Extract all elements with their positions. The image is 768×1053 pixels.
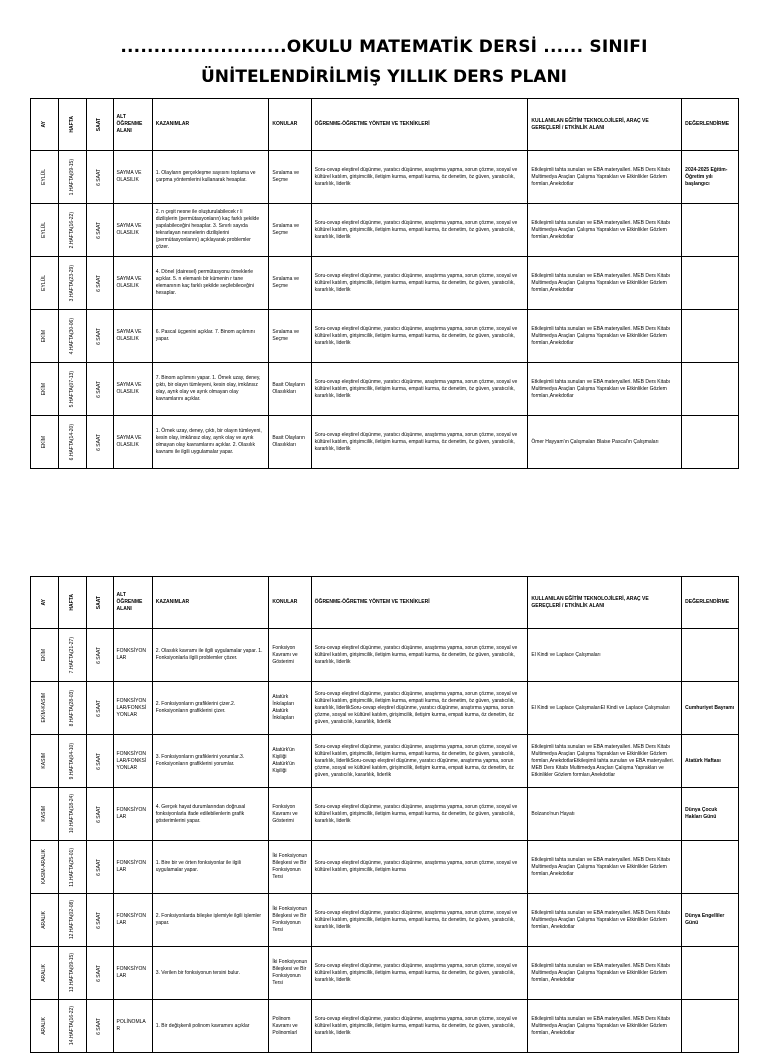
month-cell: EKİM [40, 329, 47, 343]
week-cell: 14.HAFTA(16-22) [68, 1006, 75, 1046]
hours-cell: 6 SAAT [96, 752, 103, 770]
tools-cell: Etkileşimli tahta sunuları ve EBA materyalleri. MEB Ders Kitabı Multimedya Araçları Çalışma Yaprakları ve Etkinlikler Gözlem formları,Anekdotlar [528, 363, 682, 416]
week-cell: 13.HAFTA(09-15) [68, 953, 75, 993]
methods-cell: Soru-cevap eleştirel düşünme, yaratıcı düşünme, araştırma yapma, sorun çözme, sosyal ve kültürel katılım, girişimcilik, iletişim kurma, empati kurma, öz denetim, öz güven, yaratıcılık, kararlılık, liderlik [311, 1000, 528, 1053]
tools-cell: El Kindi ve Laplace ÇalışmalarıEl Kindi ve Laplace Çalışmaları [528, 682, 682, 735]
sub-learning-area-cell: SAYMA VE OLASILIK [113, 416, 152, 469]
evaluation-cell: Atatürk Haftası [682, 735, 739, 788]
topics-cell: Sıralama ve Seçme [269, 310, 311, 363]
week-cell: 6.HAFTA(14-20) [68, 423, 75, 461]
evaluation-cell [682, 310, 739, 363]
header-hafta: HAFTA [68, 116, 75, 133]
outcomes-cell: 1. Bir değişkenli polinom kavramını açıklar [152, 1000, 269, 1053]
evaluation-cell: 2024-2025 Eğitim-Öğretim yılı başlangıcı [682, 151, 739, 204]
sub-learning-area-cell: FONKSİYONLAR [113, 629, 152, 682]
table-row [31, 682, 739, 735]
plan-table-2 [30, 576, 739, 1053]
week-cell: 8.HAFTA(28-03) [68, 689, 75, 727]
table-row [31, 947, 739, 1000]
table-row [31, 310, 739, 363]
methods-cell: Soru-cevap eleştirel düşünme, yaratıcı düşünme, araştırma yapma, sorun çözme, sosyal ve kültürel katılım, girişimcilik, iletişim kurma, empati kurma, öz denetim, öz güven, yaratıcılık, kararlılık, liderlikSoru-cevap eleştirel düşünme, yaratıcı düşünme, araştırma yapma, sorun çözme, sosyal ve kültürel katılım, girişimcilik, iletişim kurma, empati kurma, öz denetim, öz güven, yaratıcılık, kararlılık, liderlik [311, 682, 528, 735]
week-cell: 10.HAFTA(18-24) [68, 794, 75, 834]
hours-cell: 6 SAAT [96, 1017, 103, 1035]
outcomes-cell: 7. Binom açılımını yapar. 1. Örnek uzay, deney, çıktı, bir olayın tümleyeni, kesin olay, imkânsız olay, ayrık olay ve ayrık olmayan olay kavramlarını açıklar. [152, 363, 269, 416]
header-saat: SAAT [96, 117, 103, 132]
month-cell: EKİM-KASIM [40, 693, 47, 723]
month-cell: ARALIK [40, 911, 47, 929]
table-header-row [31, 577, 739, 629]
methods-cell: Soru-cevap eleştirel düşünme, yaratıcı düşünme, araştırma yapma, sorun çözme, sosyal ve kültürel katılım, girişimcilik, iletişim kurma [311, 841, 528, 894]
header-arac: KULLANILAN EĞİTİM TEKNOLOJİLERİ, ARAÇ VE GEREÇLERİ / ETKİNLİK ALANI [528, 577, 682, 629]
methods-cell: Soru-cevap eleştirel düşünme, yaratıcı düşünme, araştırma yapma, sorun çözme, sosyal ve kültürel katılım, girişimcilik, iletişim kurma, empati kurma, öz denetim, öz güven, yaratıcılık, kararlılık, liderlik [311, 257, 528, 310]
topics-cell: Basit Olayların Olasılıkları [269, 416, 311, 469]
hours-cell: 6 SAAT [96, 911, 103, 929]
tools-cell: Ömer Hayyam'ın Çalışmaları Blaise Pascal'ın Çalışmaları [528, 416, 682, 469]
outcomes-cell: 2. Fonksiyonların grafiklerini çizer.2. Fonksiyonların grafiklerini çizer. [152, 682, 269, 735]
topics-cell: Fonksiyon Kavramı ve Gösterimi [269, 629, 311, 682]
methods-cell: Soru-cevap eleştirel düşünme, yaratıcı düşünme, araştırma yapma, sorun çözme, sosyal ve kültürel katılım, girişimcilik, iletişim kurma, empati kurma, öz denetim, öz güven, yaratıcılık, kararlılık, liderlik [311, 788, 528, 841]
month-cell: EKİM [40, 648, 47, 662]
table-row [31, 416, 739, 469]
table-row [31, 894, 739, 947]
month-cell: KASIM [40, 806, 47, 822]
week-cell: 3.HAFTA(23-29) [68, 264, 75, 302]
hours-cell: 6 SAAT [96, 380, 103, 398]
header-alt-ogrenme-alani: ALT ÖĞRENME ALANI [113, 99, 152, 151]
week-cell: 4.HAFTA(30-06) [68, 317, 75, 355]
month-cell: EYLÜL [40, 275, 47, 291]
hours-cell: 6 SAAT [96, 433, 103, 451]
topics-cell: İki Fonksiyonun Bileşkesi ve Bir Fonksiyonun Tersi [269, 894, 311, 947]
evaluation-cell: Dünya Engelliler Günü [682, 894, 739, 947]
month-cell: EKİM [40, 382, 47, 396]
sub-learning-area-cell: SAYMA VE OLASILIK [113, 257, 152, 310]
hours-cell: 6 SAAT [96, 327, 103, 345]
table-row [31, 151, 739, 204]
sub-learning-area-cell: SAYMA VE OLASILIK [113, 310, 152, 363]
outcomes-cell: 1. Bire bir ve örten fonksiyonlar ile ilgili uygulamalar yapar. [152, 841, 269, 894]
topics-cell: İki Fonksiyonun Bileşkesi ve Bir Fonksiyonun Tersi [269, 841, 311, 894]
methods-cell: Soru-cevap eleştirel düşünme, yaratıcı düşünme, araştırma yapma, sorun çözme, sosyal ve kültürel katılım, girişimcilik, iletişim kurma, empati kurma, öz denetim, öz güven, yaratıcılık, kararlılık, liderlik [311, 416, 528, 469]
document-subtitle: ÜNİTELENDİRİLMİŞ YILLIK DERS PLANI [200, 67, 568, 87]
sub-learning-area-cell: SAYMA VE OLASILIK [113, 363, 152, 416]
week-cell: 2.HAFTA(16-22) [68, 211, 75, 249]
hours-cell: 6 SAAT [96, 858, 103, 876]
header-kazanimlar: KAZANIMLAR [152, 99, 269, 151]
week-cell: 5.HAFTA(07-13) [68, 370, 75, 408]
header-alt-ogrenme-alani: ALT ÖĞRENME ALANI [113, 577, 152, 629]
table-row [31, 204, 739, 257]
sub-learning-area-cell: FONKSİYONLAR/FONKSİYONLAR [113, 735, 152, 788]
sub-learning-area-cell: FONKSİYONLAR/FONKSİYONLAR [113, 682, 152, 735]
sub-learning-area-cell: POLİNOMLAR [113, 1000, 152, 1053]
evaluation-cell [682, 1000, 739, 1053]
evaluation-cell [682, 947, 739, 1000]
methods-cell: Soru-cevap eleştirel düşünme, yaratıcı düşünme, araştırma yapma, sorun çözme, sosyal ve kültürel katılım, girişimcilik, iletişim kurma, empati kurma, öz denetim, öz güven, yaratıcılık, kararlılık, liderlik [311, 629, 528, 682]
tools-cell: Etkileşimli tahta sunuları ve EBA materyalleri. MEB Ders Kitabı Multimedya Araçları Çalışma Yaprakları ve Etkinlikler Gözlem formları, Anekdotlar [528, 894, 682, 947]
header-yontem: ÖĞRENME-ÖĞRETME YÖNTEM VE TEKNİKLERİ [311, 99, 528, 151]
document-title: .........................OKULU MATEMATİK DERSİ ...... SINIFI [120, 37, 648, 57]
topics-cell: Sıralama ve Seçme [269, 151, 311, 204]
week-cell: 9.HAFTA(04-10) [68, 742, 75, 780]
evaluation-cell: Cumhuriyet Bayramı [682, 682, 739, 735]
sub-learning-area-cell: FONKSİYONLAR [113, 841, 152, 894]
methods-cell: Soru-cevap eleştirel düşünme, yaratıcı düşünme, araştırma yapma, sorun çözme, sosyal ve kültürel katılım, girişimcilik, iletişim kurma, empati kurma, öz denetim, öz güven, yaratıcılık, kararlılık, liderlik [311, 947, 528, 1000]
topics-cell: Sıralama ve Seçme [269, 257, 311, 310]
topics-cell: Polinom Kavramı ve Polinomlarl [269, 1000, 311, 1053]
table-row [31, 257, 739, 310]
week-cell: 7.HAFTA(21-27) [68, 636, 75, 674]
tools-cell: Bolzano'nun Hayatı [528, 788, 682, 841]
header-arac: KULLANILAN EĞİTİM TEKNOLOJİLERİ, ARAÇ VE GEREÇLERİ / ETKİNLİK ALANI [528, 99, 682, 151]
outcomes-cell: 3. Verilen bir fonksiyonun tersini bulur. [152, 947, 269, 1000]
sub-learning-area-cell: FONKSİYONLAR [113, 947, 152, 1000]
hours-cell: 6 SAAT [96, 805, 103, 823]
outcomes-cell: 6. Pascal üçgenini açıklar. 7. Binom açılımını yapar. [152, 310, 269, 363]
table-row [31, 841, 739, 894]
methods-cell: Soru-cevap eleştirel düşünme, yaratıcı düşünme, araştırma yapma, sorun çözme, sosyal ve kültürel katılım, girişimcilik, iletişim kurma, empati kurma, öz denetim, öz güven, yaratıcılık, kararlılık, liderlik [311, 363, 528, 416]
topics-cell: Basit Olayların Olasılıkları [269, 363, 311, 416]
tools-cell: Etkileşimli tahta sunuları ve EBA materyalleri. MEB Ders Kitabı Multimedya Araçları Çalışma Yaprakları ve Etkinlikler Gözlem formları, Anekdotlar [528, 1000, 682, 1053]
hours-cell: 6 SAAT [96, 221, 103, 239]
evaluation-cell [682, 257, 739, 310]
header-hafta: HAFTA [68, 594, 75, 611]
week-cell: 1.HAFTA(09-15) [68, 158, 75, 196]
header-ay: AY [40, 121, 47, 128]
topics-cell: Fonksiyon Kavramı ve Gösterimi [269, 788, 311, 841]
header-degerlendirme: DEĞERLENDİRME [682, 99, 739, 151]
topics-cell: Sıralama ve Seçme [269, 204, 311, 257]
methods-cell: Soru-cevap eleştirel düşünme, yaratıcı düşünme, araştırma yapma, sorun çözme, sosyal ve kültürel katılım, girişimcilik, iletişim kurma, empati kurma, öz denetim, öz güven, yaratıcılık, kararlılık, liderlik [311, 204, 528, 257]
topics-cell: Atatürk İnkılapları Atatürk İnkılapları [269, 682, 311, 735]
tools-cell: Etkileşimli tahta sunuları ve EBA materyalleri. MEB Ders Kitabı Multimedya Araçları Çalışma Yaprakları ve Etkinlikler Gözlem formları,Anekdotlar [528, 151, 682, 204]
methods-cell: Soru-cevap eleştirel düşünme, yaratıcı düşünme, araştırma yapma, sorun çözme, sosyal ve kültürel katılım, girişimcilik, iletişim kurma, empati kurma, öz denetim, öz güven, yaratıcılık, kararlılık, liderlik [311, 310, 528, 363]
sub-learning-area-cell: SAYMA VE OLASILIK [113, 151, 152, 204]
evaluation-cell: Dünya Çocuk Hakları Günü [682, 788, 739, 841]
hours-cell: 6 SAAT [96, 699, 103, 717]
month-cell: KASIM [40, 753, 47, 769]
week-cell: 11.HAFTA(25-01) [68, 847, 75, 887]
outcomes-cell: 2. Olasılık kavramı ile ilgili uygulamalar yapar. 1. Fonksiyonlarla ilgili problemler çözer. [152, 629, 269, 682]
evaluation-cell [682, 204, 739, 257]
header-kazanimlar: KAZANIMLAR [152, 577, 269, 629]
outcomes-cell: 1. Örnek uzay, deney, çıktı, bir olayın tümleyeni, kesin olay, imkânsız olay, ayrık olay ve ayrık olmayan olay kavramlarını açıklar. 2. Olasılık kavramı ile ilgili uygulamalar yapar. [152, 416, 269, 469]
sub-learning-area-cell: SAYMA VE OLASILIK [113, 204, 152, 257]
sub-learning-area-cell: FONKSİYONLAR [113, 894, 152, 947]
header-saat: SAAT [96, 595, 103, 610]
evaluation-cell [682, 629, 739, 682]
outcomes-cell: 1. Olayların gerçekleşme sayısını toplama ve çarpma yöntemlerini kullanarak hesaplar. [152, 151, 269, 204]
hours-cell: 6 SAAT [96, 964, 103, 982]
outcomes-cell: 4. Dönel (dairesel) permütasyonu örneklerle açıklar. 5. n elemanlı bir kümenin r tane elemanının kaç farklı şekilde seçilebileceğini hesaplar. [152, 257, 269, 310]
table-row [31, 629, 739, 682]
month-cell: ARALIK [40, 964, 47, 982]
month-cell: ARALIK [40, 1017, 47, 1035]
hours-cell: 6 SAAT [96, 168, 103, 186]
tools-cell: Etkileşimli tahta sunuları ve EBA materyalleri. MEB Ders Kitabı Multimedya Araçları Çalışma Yaprakları ve Etkinlikler Gözlem formları,Anekdotlar [528, 841, 682, 894]
methods-cell: Soru-cevap eleştirel düşünme, yaratıcı düşünme, araştırma yapma, sorun çözme, sosyal ve kültürel katılım, girişimcilik, iletişim kurma, empati kurma, öz denetim, öz güven, yaratıcılık, kararlılık, liderlik [311, 894, 528, 947]
tools-cell: El Kindi ve Laplace Çalışmaları [528, 629, 682, 682]
evaluation-cell [682, 416, 739, 469]
table-header-row [31, 99, 739, 151]
table-row [31, 363, 739, 416]
tools-cell: Etkileşimli tahta sunuları ve EBA materyalleri. MEB Ders Kitabı Multimedya Araçları Çalışma Yaprakları ve Etkinlikler Gözlem formları,AnekdotlarEtkileşimli tahta sunuları ve EBA materyalleri. MEB Ders Kitabı Multimedya Araçları Çalışma Yaprakları ve Etkinlikler Gözlem formları,Anekdotlar [528, 735, 682, 788]
evaluation-cell [682, 841, 739, 894]
topics-cell: Atatürk'ün Kişiliği Atatürk'ün Kişiliği [269, 735, 311, 788]
outcomes-cell: 2. Fonksiyonlarda bileşke işlemiyle ilgili işlemler yapar. [152, 894, 269, 947]
tools-cell: Etkileşimli tahta sunuları ve EBA materyalleri. MEB Ders Kitabı Multimedya Araçları Çalışma Yaprakları ve Etkinlikler Gözlem formları,Anekdotlar [528, 257, 682, 310]
header-konular: KONULAR [269, 99, 311, 151]
tools-cell: Etkileşimli tahta sunuları ve EBA materyalleri. MEB Ders Kitabı Multimedya Araçları Çalışma Yaprakları ve Etkinlikler Gözlem formları, Anekdotlar [528, 947, 682, 1000]
month-cell: EYLÜL [40, 169, 47, 185]
sub-learning-area-cell: FONKSİYONLAR [113, 788, 152, 841]
plan-table-1 [30, 98, 739, 469]
tools-cell: Etkileşimli tahta sunuları ve EBA materyalleri. MEB Ders Kitabı Multimedya Araçları Çalışma Yaprakları ve Etkinlikler Gözlem formları,Anekdotlar [528, 204, 682, 257]
outcomes-cell: 3. Fonksiyonların grafiklerini yorumlar.3. Fonksiyonların grafiklerini yorumlar. [152, 735, 269, 788]
hours-cell: 6 SAAT [96, 646, 103, 664]
header-yontem: ÖĞRENME-ÖĞRETME YÖNTEM VE TEKNİKLERİ [311, 577, 528, 629]
outcomes-cell: 4. Gerçek hayat durumlarından doğrusal fonksiyonlarla ifade edilebilenlerin grafik gösterimlerini yapar. [152, 788, 269, 841]
month-cell: KASIM-ARALIK [40, 849, 47, 885]
outcomes-cell: 2. n çeşit nesne ile oluşturulabilecek r li dizilişlerin (permütasyonların) kaç farklı şekilde yapılabileceğini hesaplar. 3. Sınırlı sayıda tekrarlayan nesnelerin dizilişlerini (permütasyonlarını) açıklayarak problemler çözer. [152, 204, 269, 257]
header-degerlendirme: DEĞERLENDİRME [682, 577, 739, 629]
table-row [31, 788, 739, 841]
methods-cell: Soru-cevap eleştirel düşünme, yaratıcı düşünme, araştırma yapma, sorun çözme, sosyal ve kültürel katılım, girişimcilik, iletişim kurma, empati kurma, öz denetim, öz güven, yaratıcılık, kararlılık, liderlik [311, 151, 528, 204]
week-cell: 12.HAFTA(02-08) [68, 900, 75, 940]
tools-cell: Etkileşimli tahta sunuları ve EBA materyalleri. MEB Ders Kitabı Multimedya Araçları Çalışma Yaprakları ve Etkinlikler Gözlem formları,Anekdotlar [528, 310, 682, 363]
header-konular: KONULAR [269, 577, 311, 629]
table-row [31, 735, 739, 788]
month-cell: EYLÜL [40, 222, 47, 238]
topics-cell: İki Fonksiyonun Bileşkesi ve Bir Fonksiyonun Tersi [269, 947, 311, 1000]
month-cell: EKİM [40, 435, 47, 449]
hours-cell: 6 SAAT [96, 274, 103, 292]
methods-cell: Soru-cevap eleştirel düşünme, yaratıcı düşünme, araştırma yapma, sorun çözme, sosyal ve kültürel katılım, girişimcilik, iletişim kurma, empati kurma, öz denetim, öz güven, yaratıcılık, kararlılık, liderlikSoru-cevap eleştirel düşünme, yaratıcı düşünme, araştırma yapma, sorun çözme, sosyal ve kültürel katılım, girişimcilik, iletişim kurma, empati kurma, öz denetim, öz güven, yaratıcılık, kararlılık, liderlik [311, 735, 528, 788]
header-ay: AY [40, 599, 47, 606]
evaluation-cell [682, 363, 739, 416]
table-row [31, 1000, 739, 1053]
